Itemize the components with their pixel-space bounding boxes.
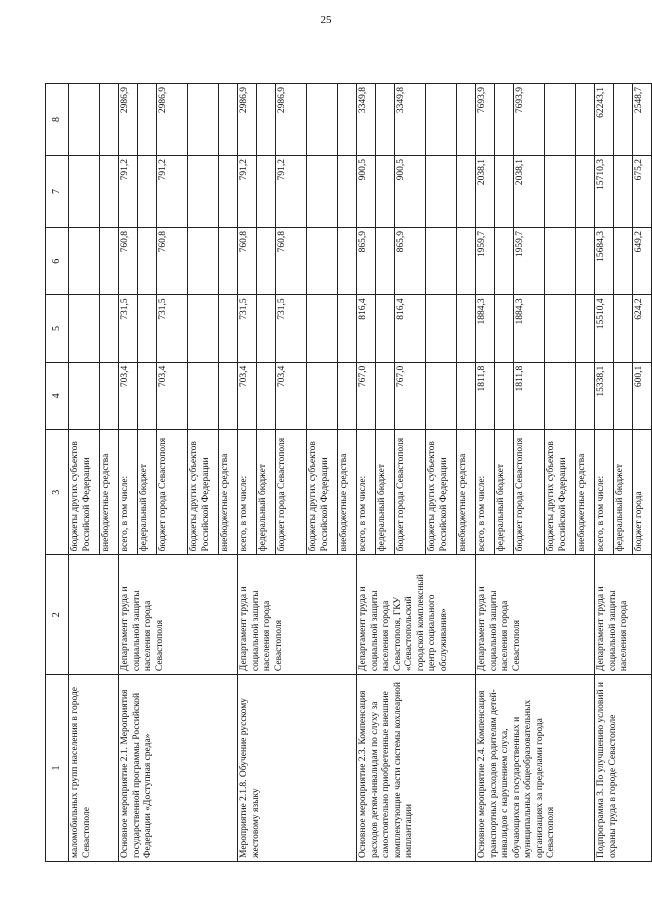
value-cell (457, 295, 476, 362)
responsible-executor: Департамент труда и социальной защиты населения города (595, 555, 652, 675)
value-cell: 731,5 (238, 295, 257, 362)
value-cell (307, 156, 338, 228)
value-cell (257, 295, 276, 362)
value-cell (576, 156, 595, 228)
activity-name: маломобильных групп населения в городе Севастополе (69, 675, 119, 862)
value-cell: 767,0 (357, 362, 376, 429)
value-cell: 791,2 (119, 156, 138, 228)
funding-source: бюджеты других субъектов Российской Федерации (545, 430, 576, 555)
value-cell (138, 362, 157, 429)
value-cell: 703,4 (119, 362, 138, 429)
value-cell (614, 362, 633, 429)
responsible-executor: Департамент труда и социальной защиты населения города Севастополя (238, 555, 357, 675)
header-cell: 4 (46, 362, 69, 429)
value-cell: 1884,3 (514, 295, 545, 362)
activity-name: Основное мероприятие 2.1. Мероприятия государственной программы Российской Федерации «Доступная среда» (119, 675, 238, 862)
activity-name: Основное мероприятие 2.3. Компенсация расходов детям-инвалидам по слуху за самостоятельно приобретенные внешние комплектующие части системы кохлеарной имплантации (357, 675, 476, 862)
value-cell: 2038,1 (476, 156, 495, 228)
value-cell (495, 228, 514, 295)
value-cell (188, 295, 219, 362)
value-cell: 731,5 (276, 295, 307, 362)
value-cell (576, 295, 595, 362)
value-cell (188, 228, 219, 295)
page-number: 25 (320, 14, 332, 26)
rotated-table-wrapper (45, 83, 644, 862)
table-row (357, 84, 376, 862)
funding-source: бюджет города Севастополя (395, 430, 426, 555)
value-cell: 2986,9 (238, 84, 257, 156)
header-cell: 7 (46, 156, 69, 228)
value-cell (307, 228, 338, 295)
activity-name: Подпрограмма 3. По улучшению условий и охраны труда в городе Севастополе (595, 675, 652, 862)
responsible-executor: Департамент труда и социальной защиты населения города Севастополя, ГКУ «Севастопольский городской комплексный центр социального обслуживания» (357, 555, 476, 675)
funding-source: федеральный бюджет (257, 430, 276, 555)
value-cell (338, 295, 357, 362)
value-cell: 15338,1 (595, 362, 614, 429)
value-cell: 15710,3 (595, 156, 614, 228)
value-cell (100, 84, 119, 156)
value-cell: 649,2 (633, 228, 652, 295)
value-cell (457, 84, 476, 156)
value-cell: 1884,3 (476, 295, 495, 362)
header-cell: 5 (46, 295, 69, 362)
funding-source: внебюджетные средства (219, 430, 238, 555)
value-cell: 703,4 (276, 362, 307, 429)
value-cell (138, 156, 157, 228)
value-cell (69, 362, 100, 429)
value-cell (219, 362, 238, 429)
value-cell: 15510,4 (595, 295, 614, 362)
value-cell: 767,0 (395, 362, 426, 429)
value-cell: 816,4 (357, 295, 376, 362)
value-cell: 731,5 (157, 295, 188, 362)
value-cell: 703,4 (238, 362, 257, 429)
value-cell (495, 295, 514, 362)
value-cell: 816,4 (395, 295, 426, 362)
value-cell: 7693,9 (476, 84, 495, 156)
value-cell (376, 156, 395, 228)
responsible-executor (69, 555, 119, 675)
value-cell: 2986,9 (157, 84, 188, 156)
funding-source: внебюджетные средства (100, 430, 119, 555)
value-cell (545, 84, 576, 156)
value-cell (138, 84, 157, 156)
value-cell: 865,9 (395, 228, 426, 295)
value-cell (257, 362, 276, 429)
funding-source: бюджеты других субъектов Российской Федерации (188, 430, 219, 555)
funding-source: бюджет города Севастополя (514, 430, 545, 555)
value-cell (338, 228, 357, 295)
value-cell (376, 295, 395, 362)
value-cell (495, 362, 514, 429)
value-cell (100, 295, 119, 362)
funding-source: федеральный бюджет (495, 430, 514, 555)
value-cell: 3349,8 (357, 84, 376, 156)
value-cell: 2986,9 (119, 84, 138, 156)
funding-source: федеральный бюджет (614, 430, 633, 555)
value-cell: 865,9 (357, 228, 376, 295)
table-row (476, 84, 495, 862)
header-cell: 6 (46, 228, 69, 295)
value-cell (138, 295, 157, 362)
value-cell (257, 156, 276, 228)
responsible-executor: Департамент труда и социальной защиты населения города Севастополя (119, 555, 238, 675)
value-cell (576, 84, 595, 156)
funding-source: внебюджетные средства (576, 430, 595, 555)
table-row (69, 84, 100, 862)
value-cell (100, 156, 119, 228)
funding-source: бюджет города Севастополя (157, 430, 188, 555)
header-cell: 3 (46, 430, 69, 555)
value-cell (545, 228, 576, 295)
funding-source: бюджеты других субъектов Российской Федерации (426, 430, 457, 555)
value-cell (188, 84, 219, 156)
value-cell (188, 156, 219, 228)
funding-source: бюджет города (633, 430, 652, 555)
table-row (595, 84, 614, 862)
value-cell (545, 156, 576, 228)
value-cell (307, 362, 338, 429)
funding-source: бюджет города Севастополя (276, 430, 307, 555)
value-cell: 1959,7 (476, 228, 495, 295)
value-cell: 791,2 (238, 156, 257, 228)
value-cell (426, 228, 457, 295)
value-cell: 1811,8 (514, 362, 545, 429)
value-cell: 791,2 (157, 156, 188, 228)
value-cell (338, 156, 357, 228)
value-cell: 760,8 (119, 228, 138, 295)
value-cell: 2038,1 (514, 156, 545, 228)
activity-name: Мероприятие 2.1.8. Обучение русскому жестовому языку (238, 675, 357, 862)
value-cell (376, 228, 395, 295)
value-cell (100, 362, 119, 429)
value-cell: 675,2 (633, 156, 652, 228)
funding-source: всего, в том числе: (238, 430, 257, 555)
funding-source: бюджеты других субъектов Российской Федерации (69, 430, 100, 555)
value-cell (338, 362, 357, 429)
funding-source: внебюджетные средства (338, 430, 357, 555)
funding-source: всего, в том числе: (595, 430, 614, 555)
funding-source: федеральный бюджет (138, 430, 157, 555)
value-cell (495, 84, 514, 156)
value-cell (614, 295, 633, 362)
value-cell: 62243,1 (595, 84, 614, 156)
header-cell: 8 (46, 84, 69, 156)
value-cell (69, 84, 100, 156)
value-cell (188, 362, 219, 429)
budget-table (45, 83, 652, 862)
value-cell: 1959,7 (514, 228, 545, 295)
value-cell (457, 362, 476, 429)
responsible-executor: Департамент труда и социальной защиты населения города Севастополя (476, 555, 595, 675)
value-cell (219, 295, 238, 362)
funding-source: внебюджетные средства (457, 430, 476, 555)
header-cell: 2 (46, 555, 69, 675)
value-cell (219, 228, 238, 295)
funding-source: федеральный бюджет (376, 430, 395, 555)
value-cell: 760,8 (276, 228, 307, 295)
value-cell (257, 84, 276, 156)
value-cell (219, 156, 238, 228)
value-cell (614, 156, 633, 228)
activity-name: Основное мероприятие 2.4. Компенсация транспортных расходов родителям детей-инвалидов с нарушением слуха, обучающихся в государственных и муниципальных общеобразовательных организациях за пределами города Севастополя (476, 675, 595, 862)
value-cell (100, 228, 119, 295)
value-cell (495, 156, 514, 228)
table-row (238, 84, 257, 862)
value-cell: 7693,9 (514, 84, 545, 156)
funding-source: всего, в том числе: (119, 430, 138, 555)
value-cell (69, 295, 100, 362)
value-cell (614, 228, 633, 295)
value-cell (576, 228, 595, 295)
header-cell: 1 (46, 675, 69, 862)
value-cell: 703,4 (157, 362, 188, 429)
value-cell (426, 84, 457, 156)
funding-source: бюджеты других субъектов Российской Федерации (307, 430, 338, 555)
value-cell (219, 84, 238, 156)
value-cell (457, 228, 476, 295)
value-cell: 900,5 (357, 156, 376, 228)
value-cell: 760,8 (238, 228, 257, 295)
value-cell (138, 228, 157, 295)
value-cell (576, 362, 595, 429)
value-cell (307, 84, 338, 156)
value-cell: 760,8 (157, 228, 188, 295)
value-cell (426, 156, 457, 228)
value-cell: 600,1 (633, 362, 652, 429)
value-cell (338, 84, 357, 156)
value-cell (457, 156, 476, 228)
table-row (119, 84, 138, 862)
value-cell (614, 84, 633, 156)
value-cell (307, 295, 338, 362)
value-cell: 624,2 (633, 295, 652, 362)
value-cell (376, 362, 395, 429)
funding-source: всего, в том числе: (357, 430, 376, 555)
value-cell (257, 228, 276, 295)
header-row (46, 84, 69, 862)
value-cell (426, 362, 457, 429)
value-cell: 2986,9 (276, 84, 307, 156)
value-cell: 731,5 (119, 295, 138, 362)
funding-source: всего, в том числе: (476, 430, 495, 555)
value-cell (545, 295, 576, 362)
value-cell: 3349,8 (395, 84, 426, 156)
value-cell (69, 228, 100, 295)
value-cell: 2548,7 (633, 84, 652, 156)
value-cell (376, 84, 395, 156)
value-cell (426, 295, 457, 362)
value-cell: 900,5 (395, 156, 426, 228)
value-cell: 15684,3 (595, 228, 614, 295)
value-cell (69, 156, 100, 228)
value-cell: 1811,8 (476, 362, 495, 429)
value-cell: 791,2 (276, 156, 307, 228)
value-cell (545, 362, 576, 429)
